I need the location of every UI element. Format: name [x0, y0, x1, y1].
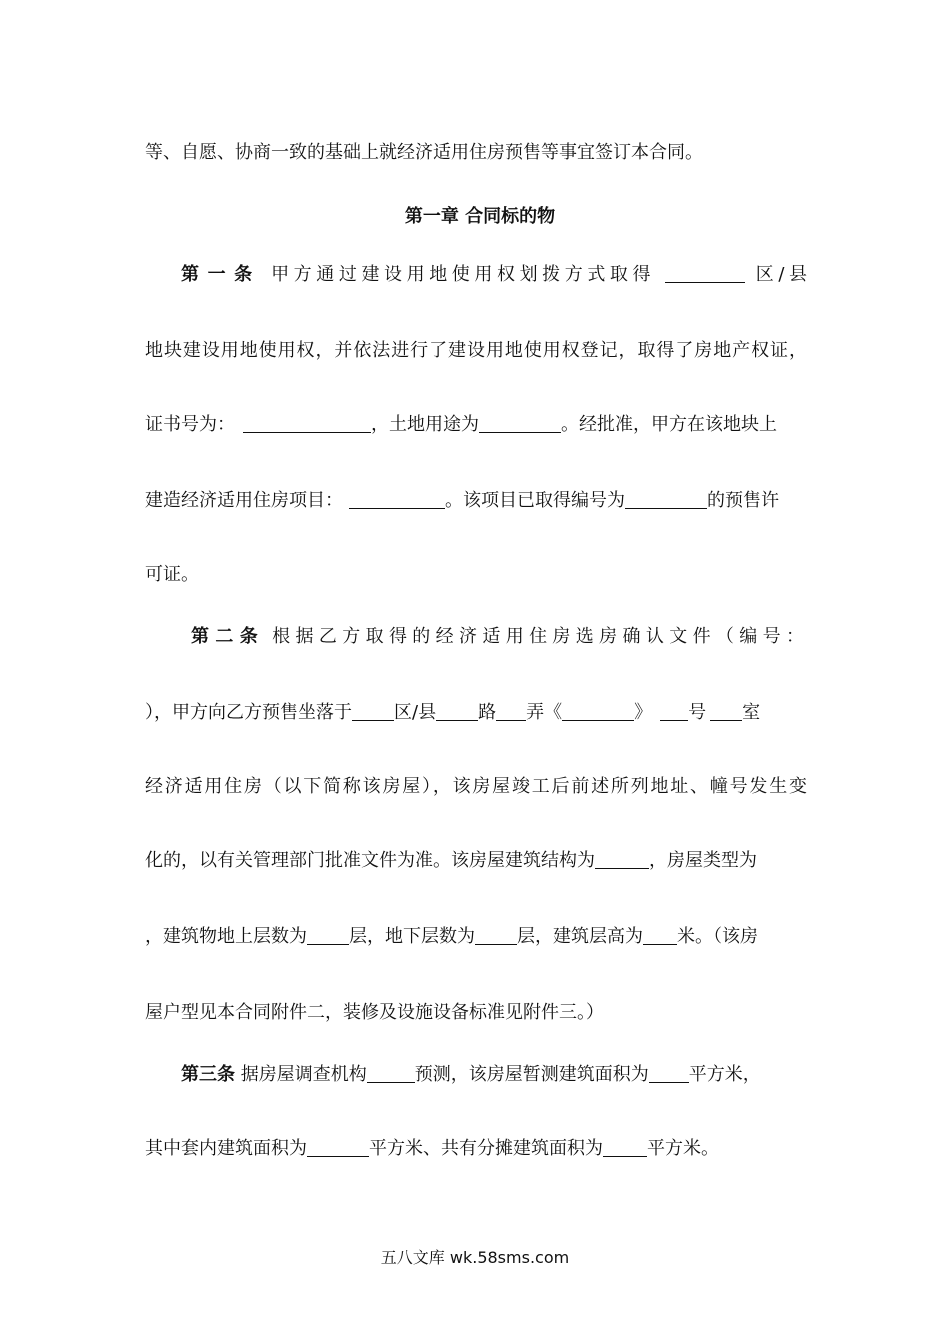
blank-inner-area: [307, 1138, 369, 1157]
article3-line2: [145, 1136, 719, 1162]
article1-text-l3a: 证书号为：: [145, 414, 235, 435]
article1-text-l4b: 。该项目已取得编号为: [445, 490, 625, 511]
article3-text-l1b: 预测，该房屋暂测建筑面积为: [414, 1064, 649, 1085]
blank-permit-no: [625, 490, 707, 509]
article2-text-l1: 根据乙方取得的经济适用住房选房确认文件（编号：: [272, 626, 807, 647]
article2-text-l2b: 区/县: [394, 702, 437, 723]
article2-line5: [145, 924, 758, 950]
article2-text-l2g: 室: [742, 702, 761, 723]
article1-line5: [145, 562, 199, 588]
chapter-title: 第一章 合同标的物: [404, 206, 556, 227]
article1-text-l4a: 建造经济适用住房项目：: [145, 490, 343, 511]
blank-room: [710, 702, 742, 721]
article3-text-l2a: 其中套内建筑面积为: [145, 1138, 307, 1159]
article2-text-l2e: 》: [634, 702, 653, 723]
blank-gross-area: [649, 1064, 689, 1083]
article3-label: 第三条: [181, 1064, 235, 1085]
article2-text-l2f: 号: [688, 702, 707, 723]
article3-text-l1c: 平方米，: [688, 1064, 761, 1085]
article2-text-l2c: 路: [478, 702, 497, 723]
blank-floor-height: [643, 926, 677, 945]
article2-text-l5b: 层，地下层数为: [349, 926, 475, 947]
article1-text-l4c: 的预售许: [707, 490, 779, 511]
article1-text-l3c: 。经批准，甲方在该地块上: [561, 414, 777, 435]
intro-text: 等、自愿、协商一致的基础上就经济适用住房预售等事宜签订本合同。: [145, 142, 703, 163]
blank-floors-below: [475, 926, 517, 945]
article2-line2: [145, 700, 760, 726]
article2-text-l6: 屋户型见本合同附件二，装修及设施设备标准见附件三。）: [145, 1002, 604, 1023]
blank-project-name: [349, 490, 445, 509]
article1-line2: [145, 338, 807, 364]
article3-text-l2c: 平方米。: [647, 1138, 719, 1159]
article2-line4: [145, 848, 757, 874]
article3-text-l1a: 据房屋调查机构: [240, 1064, 367, 1085]
article1-line3: [145, 412, 777, 438]
blank-cert-no: [243, 414, 371, 433]
blank-community: [562, 702, 634, 721]
intro-line: [145, 140, 703, 166]
article2-text-l5a: ，建筑物地上层数为: [145, 926, 307, 947]
blank-district2: [352, 702, 394, 721]
article1-text-l5: 可证。: [145, 564, 199, 585]
footer-watermark: 五八文库 wk.58sms.com: [380, 1248, 570, 1267]
article2-line1: [145, 624, 807, 650]
article3-text-l2b: 平方米、共有分摊建筑面积为: [369, 1138, 603, 1159]
article1-line4: [145, 488, 779, 514]
article2-text-l3: 经济适用住房（以下简称该房屋），该房屋竣工后前述所列地址、幢号发生变: [145, 776, 807, 797]
blank-number: [660, 702, 688, 721]
article2-line6: [145, 1000, 604, 1026]
article2-text-l5c: 层，建筑层高为: [517, 926, 643, 947]
blank-lane: [496, 702, 526, 721]
blank-floors-above: [307, 926, 349, 945]
article1-line1: [145, 262, 807, 288]
blank-survey-agency: [367, 1064, 415, 1083]
article2-label: 第二条: [191, 626, 265, 647]
blank-shared-area: [603, 1138, 647, 1157]
article2-text-l2d: 弄《: [526, 702, 563, 723]
article2-text-l4b: ，房屋类型为: [649, 850, 757, 871]
blank-structure: [595, 850, 649, 869]
article3-line1: [145, 1062, 761, 1088]
article1-label: 第一条: [181, 264, 261, 285]
article2-text-l5d: 米。（该房: [677, 926, 758, 947]
blank-land-use: [479, 414, 561, 433]
article1-text-a: 甲方通过建设用地使用权划拨方式取得: [271, 264, 656, 285]
article2-line3: [145, 774, 807, 800]
article1-text-l3b: ，土地用途为: [371, 414, 479, 435]
blank-district: [665, 264, 745, 283]
article1-text-b: 区/县: [755, 264, 807, 285]
article2-text-l2a: ），甲方向乙方预售坐落于: [145, 702, 352, 723]
article1-text-l2: 地块建设用地使用权，并依法进行了建设用地使用权登记，取得了房地产权证，: [145, 340, 807, 361]
blank-road: [436, 702, 478, 721]
article2-text-l4a: 化的，以有关管理部门批准文件为准。该房屋建筑结构为: [145, 850, 595, 871]
